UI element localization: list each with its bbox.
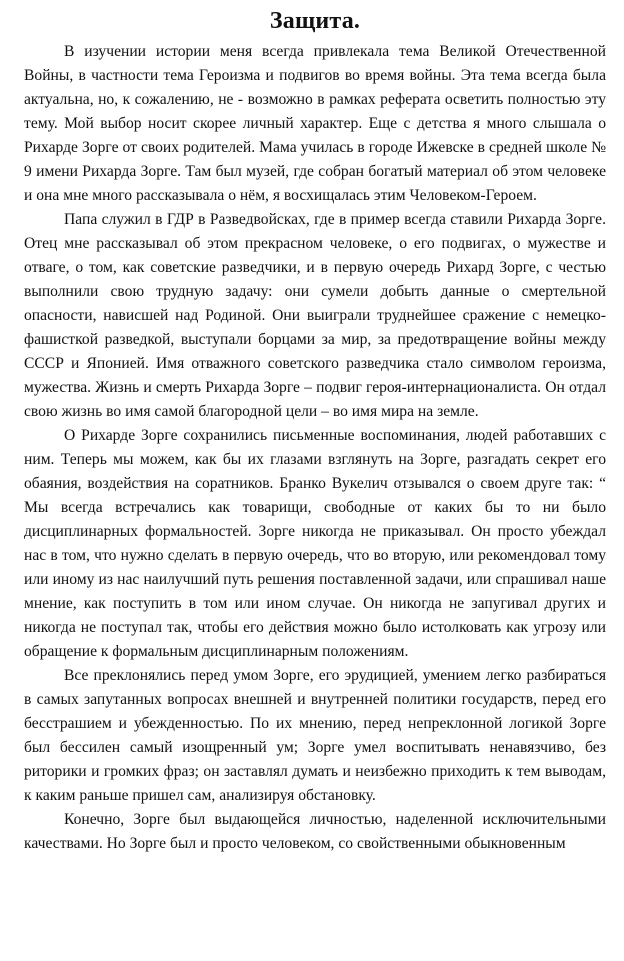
paragraph-4: Все преклонялись перед умом Зорге, его эрудицией, умением легко разбираться в самых запутанных вопросах внешней и внутренней политики государств, перед его бесстрашием и убежденностью. По их мнению, перед непреклонной логикой Зорге был бессилен самый изощренный ум; Зорге умел воспитывать ненавязчиво, без риторики и громких фраз; он заставлял думать и неизбежно приходить к тем выводам, к каким раньше пришел сам, анализируя обстановку. (24, 667, 606, 804)
paragraph-2: Папа служил в ГДР в Разведвойсках, где в пример всегда ставили Рихарда Зорге. Отец мне рассказывал об этом прекрасном человеке, о его подвигах, о мужестве и отваге, о том, как советские разведчики, и в первую очередь Рихард Зорге, с честью выполнили свою трудную задачу: они сумели добыть данные о смертельной опасности, нависшей над Родиной. Они выиграли труднейшее сражение с немецко-фашисткой разведкой, выступали борцами за мир, за предотвращение войны между СССР и Японией. Имя отважного советского разведчика стало символом героизма, мужества. Жизнь и смерть Рихарда Зорге – подвиг героя-интернационалиста. Он отдал свою жизнь во имя самой благородной цели – во имя мира на земле. (24, 211, 606, 420)
paragraph-1: В изучении истории меня всегда привлекала тема Великой Отечественной Войны, в частности тема Героизма и подвигов во время войны. Эта тема всегда была актуальна, но, к сожалению, не - возможно в рамках реферата осветить полностью эту тему. Мой выбор носит скорее личный характер. Еще с детства я много слышала о Рихарде Зорге от своих родителей. Мама училась в городе Ижевске в средней школе № 9 имени Рихарда Зорге. Там был музей, где собран богатый материал об этом человеке и она мне много рассказывала о нём, я восхищалась этим Человеком-Героем. (24, 43, 606, 204)
paragraph-3: О Рихарде Зорге сохранились письменные воспоминания, людей работавших с ним. Теперь мы можем, как бы их глазами взглянуть на Зорге, разгадать секрет его обаяния, воздействия на соратников. Бранко Вукелич отзывался о своем друге так: “ Мы всегда встречались как товарищи, свободные от каких бы то ни было дисциплинарных формальностей. Зорге никогда не приказывал. Он просто убеждал нас в том, что нужно сделать в первую очередь, что во вторую, или рекомендовал тому или иному из нас наилучший путь решения поставленной задачи, или спрашивал наше мнение, как поступить в том или ином случае. Он никогда не запугивал других и никогда не поступал так, чтобы его действия можно было истолковать как угрозу или обращение к формальным дисциплинарным положениям. (24, 427, 606, 660)
document-title: Защита. (269, 8, 361, 34)
paragraph-5: Конечно, Зорге был выдающейся личностью, наделенной исключительными качествами. Но Зорге был и просто человеком, со свойственными обыкновенным (24, 811, 606, 852)
document-page (24, 0, 606, 856)
